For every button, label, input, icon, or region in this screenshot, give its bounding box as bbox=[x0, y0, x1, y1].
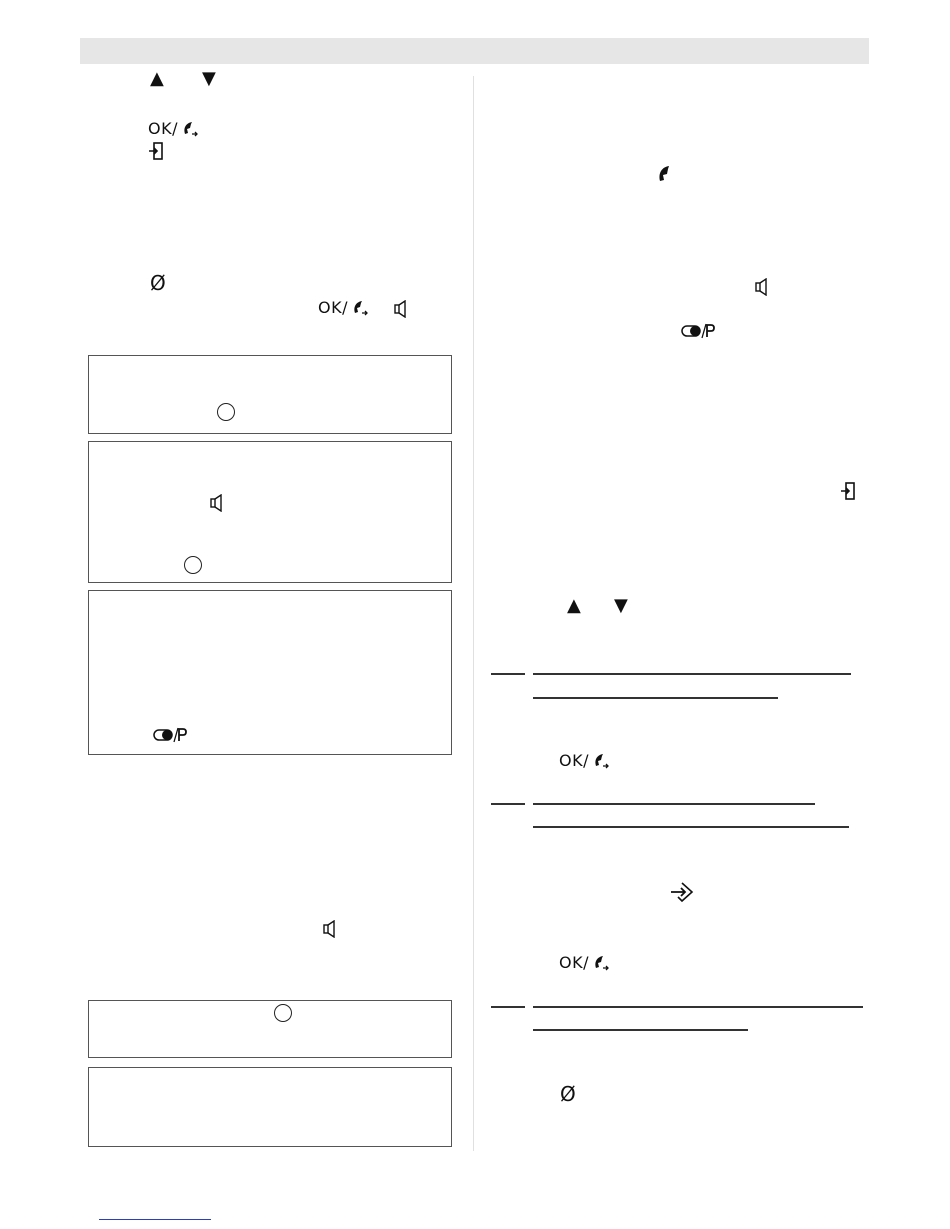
note-box-4 bbox=[88, 1000, 452, 1058]
ok-key-label: OK/ bbox=[318, 298, 348, 317]
rule-line bbox=[533, 673, 851, 675]
rule-marker bbox=[491, 1006, 525, 1008]
circle-key-icon bbox=[274, 1004, 292, 1022]
speaker-icon bbox=[322, 920, 338, 938]
header-band bbox=[80, 38, 869, 64]
exit-icon bbox=[840, 481, 856, 501]
down-arrow-icon: ▼ bbox=[202, 68, 216, 89]
ok-handset-key-3 bbox=[559, 753, 589, 771]
up-arrow-icon: ▲ bbox=[150, 68, 164, 89]
record-p-icon bbox=[681, 323, 715, 339]
mute-icon: Ø bbox=[150, 271, 166, 295]
note-box-3 bbox=[88, 590, 452, 755]
down-arrow-icon: ▼ bbox=[614, 595, 628, 616]
intercom-icon bbox=[670, 881, 694, 903]
footer-link[interactable] bbox=[99, 1219, 211, 1220]
note-box-1 bbox=[88, 355, 452, 434]
rule-line bbox=[533, 803, 815, 805]
note-box-5 bbox=[88, 1067, 452, 1147]
speaker-icon bbox=[209, 494, 225, 512]
handset-icon bbox=[591, 954, 609, 972]
rule-line bbox=[533, 826, 849, 828]
ok-handset-key bbox=[148, 121, 178, 139]
column-divider bbox=[473, 76, 474, 1151]
ok-key-label: OK/ bbox=[559, 751, 589, 770]
mute-icon: Ø bbox=[560, 1082, 576, 1106]
handset-icon bbox=[591, 752, 609, 770]
handset-icon bbox=[655, 165, 673, 183]
ok-key-label: OK/ bbox=[559, 953, 589, 972]
speaker-icon bbox=[754, 278, 770, 296]
handset-icon bbox=[350, 299, 368, 317]
rule-line bbox=[533, 1029, 748, 1031]
rule-line bbox=[533, 697, 778, 699]
note-box-2 bbox=[88, 441, 452, 583]
speaker-icon bbox=[393, 300, 409, 318]
ok-key-label: OK/ bbox=[148, 119, 178, 138]
rule-marker bbox=[491, 673, 525, 675]
up-arrow-icon: ▲ bbox=[567, 595, 581, 616]
handset-icon bbox=[180, 120, 198, 138]
record-p-icon bbox=[153, 727, 187, 743]
circle-key-icon bbox=[184, 556, 202, 574]
circle-key-icon bbox=[217, 403, 235, 421]
exit-icon bbox=[148, 141, 164, 161]
ok-handset-key-2 bbox=[318, 300, 348, 318]
ok-handset-key-4 bbox=[559, 955, 589, 973]
rule-line bbox=[533, 1006, 863, 1008]
rule-marker bbox=[491, 803, 525, 805]
